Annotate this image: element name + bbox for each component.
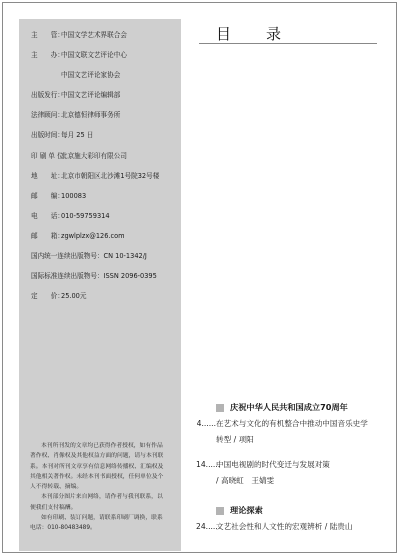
info-row-sponsor: [31, 50, 181, 70]
notice-paragraph: 如有印刷、装订问题，请联系印刷厂调换，联系电话：010-80483489。: [30, 515, 163, 532]
info-label: 邮 箱：: [31, 231, 64, 240]
info-label: [31, 70, 61, 90]
toc-entry-page: 4......: [196, 419, 216, 428]
section-heading-text: 庆祝中华人民共和国成立70周年: [230, 402, 348, 412]
info-label: 邮 编：: [31, 191, 64, 200]
info-value: 25.00元: [61, 292, 87, 301]
info-row-address: [31, 171, 181, 191]
notice-paragraph: 本刊部分图片来自网络，请作者与我刊联系，以便我们支付稿酬。: [30, 494, 163, 511]
info-label: 电 话：: [31, 211, 64, 220]
info-value: 100083: [61, 191, 87, 200]
info-value: 中国文联文艺评论中心: [61, 51, 127, 60]
info-label: 主 办：: [31, 51, 64, 60]
toc-entry-line: 转型 / 项阳: [216, 434, 254, 444]
square-bullet-icon: [216, 404, 224, 412]
info-row-supervisor: [31, 30, 181, 50]
info-value: zgwlplzx@126.com: [61, 231, 125, 240]
section-heading-text: 理论探索: [230, 505, 263, 515]
toc-entry-page: 24......: [196, 522, 221, 531]
toc-section-heading: [216, 402, 348, 413]
toc-entry-title: [216, 519, 376, 535]
info-value: 中国文学艺术界联合会: [61, 31, 127, 39]
toc-entry-line: 文艺社会性和人文性的宏观辨析 / 陆贵山: [216, 522, 353, 531]
toc-header: [216, 23, 291, 44]
info-label: 定 价：: [31, 292, 64, 301]
info-label: 地 址：: [31, 171, 64, 180]
info-row-price: [31, 291, 181, 311]
info-row-cn-number: [31, 251, 181, 271]
info-row-legal-counsel: [31, 110, 181, 130]
info-label: 出版时间：: [31, 131, 64, 140]
info-value: 每月 25 日: [61, 131, 94, 140]
info-label: 出版发行：: [31, 91, 64, 100]
notice-paragraph: 本刊所刊发的文章均已获得作者授权，如有作品著作权、肖像权及其他权益方面的问题，请与本刊联系。本刊对所刊文章享有信息网络传播权、汇编权及其他相关著作权。未经本刊书面授权，任何单位及个人不得转载、摘编。: [30, 443, 164, 491]
toc-entry-title: [216, 416, 376, 447]
info-value: 中国文艺评论家协会: [61, 71, 121, 80]
toc-divider: [199, 43, 377, 44]
publication-info-list: [31, 30, 181, 311]
info-row-printer: [31, 151, 181, 171]
info-value: 北京德恒律师事务所: [61, 111, 121, 120]
info-row-email: [31, 231, 181, 251]
toc-section-heading: [216, 505, 263, 516]
info-label: 国际标准连续出版物号：: [31, 272, 104, 281]
info-label: 印 刷 单 位：: [31, 151, 71, 160]
info-value: 北京市朝阳区北沙滩1号院32号楼: [61, 171, 160, 180]
info-value: 010-59759314: [61, 211, 110, 220]
toc-entry-title: [216, 457, 376, 488]
info-row-postcode: [31, 191, 181, 211]
info-row-co-sponsor: [31, 70, 181, 90]
info-row-publish-date: [31, 130, 181, 150]
copyright-notice: [30, 441, 166, 534]
toc-entry-page: 14......: [196, 460, 221, 469]
info-row-issn: [31, 271, 181, 291]
info-value: CN 10-1342/J: [103, 252, 147, 261]
info-row-phone: [31, 211, 181, 231]
info-row-publisher: [31, 90, 181, 110]
square-bullet-icon: [216, 507, 224, 515]
info-label: 主 管：: [31, 31, 64, 39]
info-value: 中国文艺评论编辑部: [61, 91, 121, 100]
info-value: 北京施大彩印有限公司: [61, 151, 127, 160]
info-label: 国内统一连续出版物号：: [31, 252, 104, 261]
toc-entry-line: / 高晓虹 王婧雯: [216, 475, 275, 485]
info-label: 法律顾问：: [31, 111, 64, 120]
toc-title: 目 录: [216, 25, 292, 43]
toc-entry-line: 在艺术与文化的有机整合中推动中国音乐史学: [216, 419, 368, 428]
info-value: ISSN 2096-0395: [103, 272, 157, 281]
toc-entry-line: 中国电视剧的时代变迁与发展对策: [216, 460, 330, 469]
